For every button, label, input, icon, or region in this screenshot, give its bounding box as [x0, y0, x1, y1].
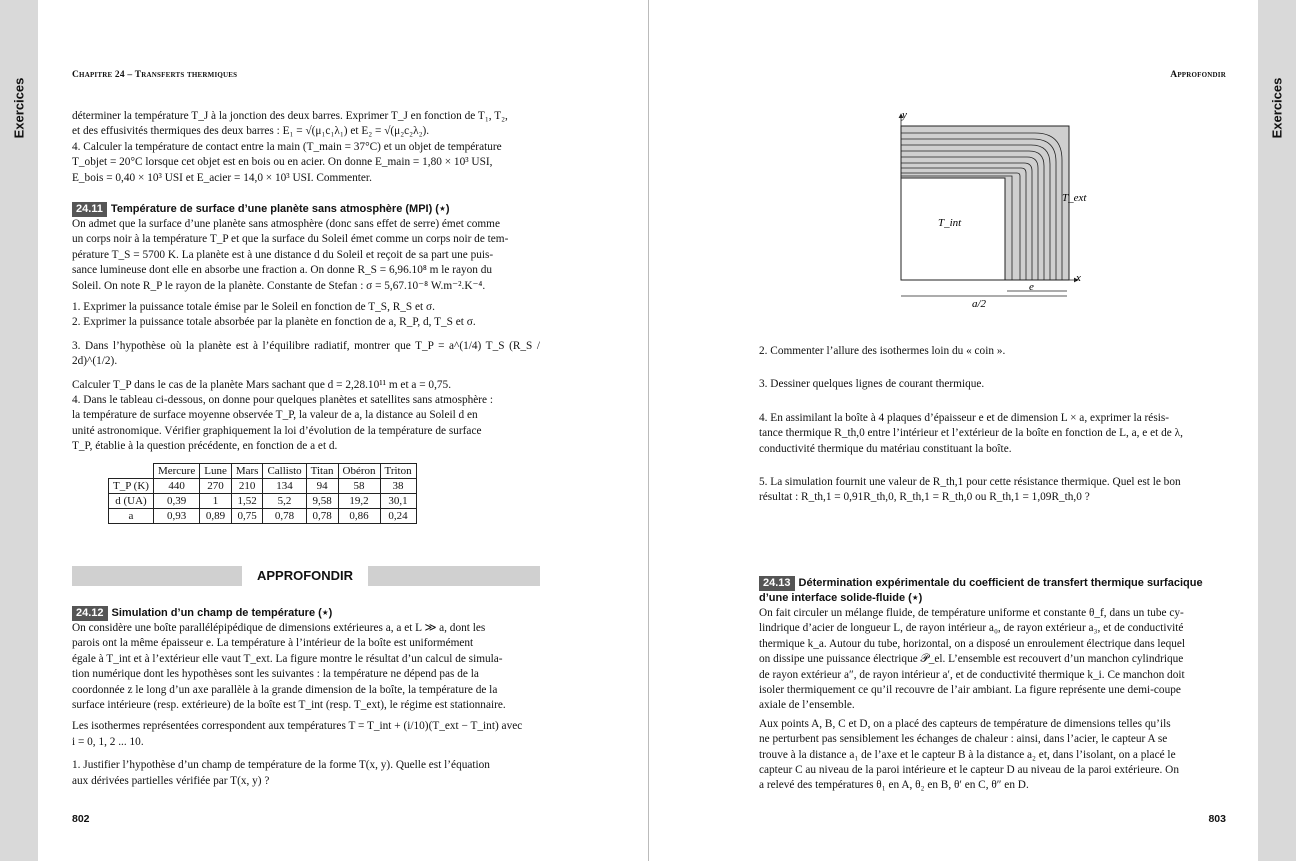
exercise-number: 24.12 — [72, 606, 108, 621]
isotherm-figure — [880, 108, 1090, 308]
exercise-title: 24.13 Détermination expérimentale du coefficient de transfert thermique surfacique — [759, 576, 1226, 591]
running-header-left: Chapitre 24 – Transferts thermiques — [72, 70, 238, 80]
page-divider — [648, 0, 649, 861]
y-axis-label: y — [902, 109, 907, 121]
side-tab-right — [1258, 0, 1296, 861]
x-axis-label: x — [1076, 272, 1081, 284]
page-number-right: 803 — [1208, 813, 1226, 825]
questions-24-12: 2. Commenter l’allure des isothermes loin du « coin ». 3. Dessiner quelques lignes de courant thermique. 4. En assimilant la boîte à 4 plaques d’épaisseur e et de dimension L × a, exprimer la résis- tance thermique R_th,0 entre l’intérieur et l’extérieur de la boîte en fonction de L, a, e et de λ, conductivité thermique du matériau constituant la boîte. 5. La simulation fournit une valeur de R_th,1 pour cette résistance thermique. Quel est le bon résultat : R_th,1 = 0,91R_th,0, R_th,1 = R_th,0 ou R_th,1 = 1,09R_th,0 ? — [759, 345, 1183, 504]
interior-box — [901, 178, 1005, 280]
exercise-24-11: 24.11 Température de surface d’une planète sans atmosphère (MPI) (⋆) On admet que la surface d’une planète sans atmosphère (donc sans effet de serre) émet comme un corps noir à la température T_P et que la surface du Soleil émet comme un corps noir de tem- pérature T_S = 5700 K. La planète est à une distance d du Soleil et reçoit de sa part une puis- sance lumineuse dont elle en absorbe une fraction a. On donne R_S = 6,96.10⁸ m le rayon du Soleil. On note R_P le rayon de la planète. Constante de Stefan : σ = 5,67.10⁻⁸ W.m⁻².K⁻⁴. 1. Exprimer la puissance totale émise par le Soleil en fonction de T_S, R_S et σ. 2. Exprimer la puissance totale absorbée par la planète en fonction de a, R_P, d, T_S et σ. 3. Dans l’hypothèse où la planète est à l’équilibre radiatif, montrer que T_P = a^(1/4) T_S (R_S / 2d)^(1/2). Calculer T_P dans le cas de la planète Mars sachant que d = 2,28.10¹¹ m et a = 0,75. 4. Dans le tableau ci-dessous, on donne pour quelques planètes et satellites sans atmosphère : la température de surface moyenne observée T_P, la valeur de a, la distance au Soleil d en unité astronomique. Vérifier graphiquement la loi d’évolution de la température de surface T_P, établie à la question précédente, en fonction de a et d. — [72, 203, 540, 453]
section-title: APPROFONDIR — [242, 565, 368, 587]
side-tab-label: Exercices — [11, 77, 27, 139]
exercise-number: 24.11 — [72, 202, 107, 217]
page-number-left: 802 — [72, 813, 90, 825]
exercise-title-line2: d’une interface solide-fluide (⋆) — [759, 592, 923, 604]
exercise-title: 24.11 Température de surface d’une planète sans atmosphère (MPI) (⋆) — [72, 202, 540, 217]
running-header-right: Approfondir — [1170, 70, 1226, 80]
exercise-title: 24.12 Simulation d’un champ de température (⋆) — [72, 606, 540, 621]
side-tab-left — [0, 0, 38, 861]
side-tab-label: Exercices — [1269, 77, 1285, 139]
exercise-24-13: 24.13 Détermination expérimentale du coefficient de transfert thermique surfacique d’une interface solide-fluide (⋆) On fait circuler un mélange fluide, de température uniforme et constante θ_f, dans un tube cy- lindrique d’acier de longueur L, de rayon intérieur a₀, de rayon extérieur a₃, et de conductivité thermique k_a. Autour du tube, horizontal, on a disposé un enroulement électrique dans lequel on dissipe une puissance électrique 𝒫_el. L’ensemble est recouvert d’un manchon cylindrique de rayon extérieur a″, de rayon intérieur a′, et de conductivité thermique k_i. Ce manchon doit isoler thermiquement ce qu’il recouvre de l’air ambiant. La figure représente une demi-coupe axiale de l’ensemble. Aux points A, B, C et D, on a placé des capteurs de température de dimensions telles qu’ils ne perturbent pas sensiblement les échanges de chaleur : ainsi, dans l’acier, le capteur A se trouve à la distance a₁ de l’axe et le capteur B à la distance a₂ et, dans l’isolant, on a placé le capteur C au niveau de la paroi intérieure et le capteur D au niveau de la paroi extérieure. On a relevé des températures θ₁ en A, θ₂ en B, θ′ en C, θ″ en D. — [759, 576, 1226, 794]
planet-table: Mercure Lune Mars Callisto Titan Obéron Triton T_P (K) 440 270 210 134 94 58 38 d (UA) 0,39 1 1,52 5,2 9,58 19,2 30,1 a 0,93 0,89 0,75 0,78 0,78 0,86 0,24 — [108, 463, 417, 524]
t-ext-label: T_ext — [1062, 192, 1087, 204]
e-label: e — [1029, 281, 1034, 293]
exercise-number: 24.13 — [759, 576, 795, 591]
intro-text: déterminer la température T_J à la jonction des deux barres. Exprimer T_J en fonction de T₁, T₂, et des effusivités thermiques des deux barres : E₁ = √(μ₁c₁λ₁) et E₂ = √(μ₂c₂λ₂). 4. Calculer la température de contact entre la main (T_main = 37°C) et un objet de température T_objet = 20°C lorsque cet objet est en bois ou en acier. On donne E_main = 1,80 × 10³ USI, E_bois = 0,40 × 10³ USI et E_acier = 14,0 × 10³ USI. Commenter. — [72, 110, 508, 184]
exercise-24-12: 24.12 Simulation d’un champ de température (⋆) On considère une boîte parallélépipédique de dimensions extérieures a, a et L ≫ a, dont les parois ont la même épaisseur e. La température à l’intérieur de la boîte est uniformément égale à T_int et à l’extérieur elle vaut T_ext. La figure montre le résultat d’un calcul de simula- tion numérique dont les hypothèses sont les suivantes : la température ne dépend pas de la coordonnée z le long d’un axe parallèle à la grande dimension de la boîte, la température de la surface intérieure (resp. extérieure) de la boîte est T_int (resp. T_ext), le régime est stationnaire. Les isothermes représentées correspondent aux températures T = T_int + (i/10)(T_ext − T_int) avec i = 0, 1, 2 ... 10. 1. Justifier l’hypothèse d’un champ de température de la forme T(x, y). Quelle est l’équation aux dérivées partielles vérifiée par T(x, y) ? — [72, 606, 540, 789]
t-int-label: T_int — [938, 217, 962, 229]
a2-label: a/2 — [972, 298, 987, 308]
